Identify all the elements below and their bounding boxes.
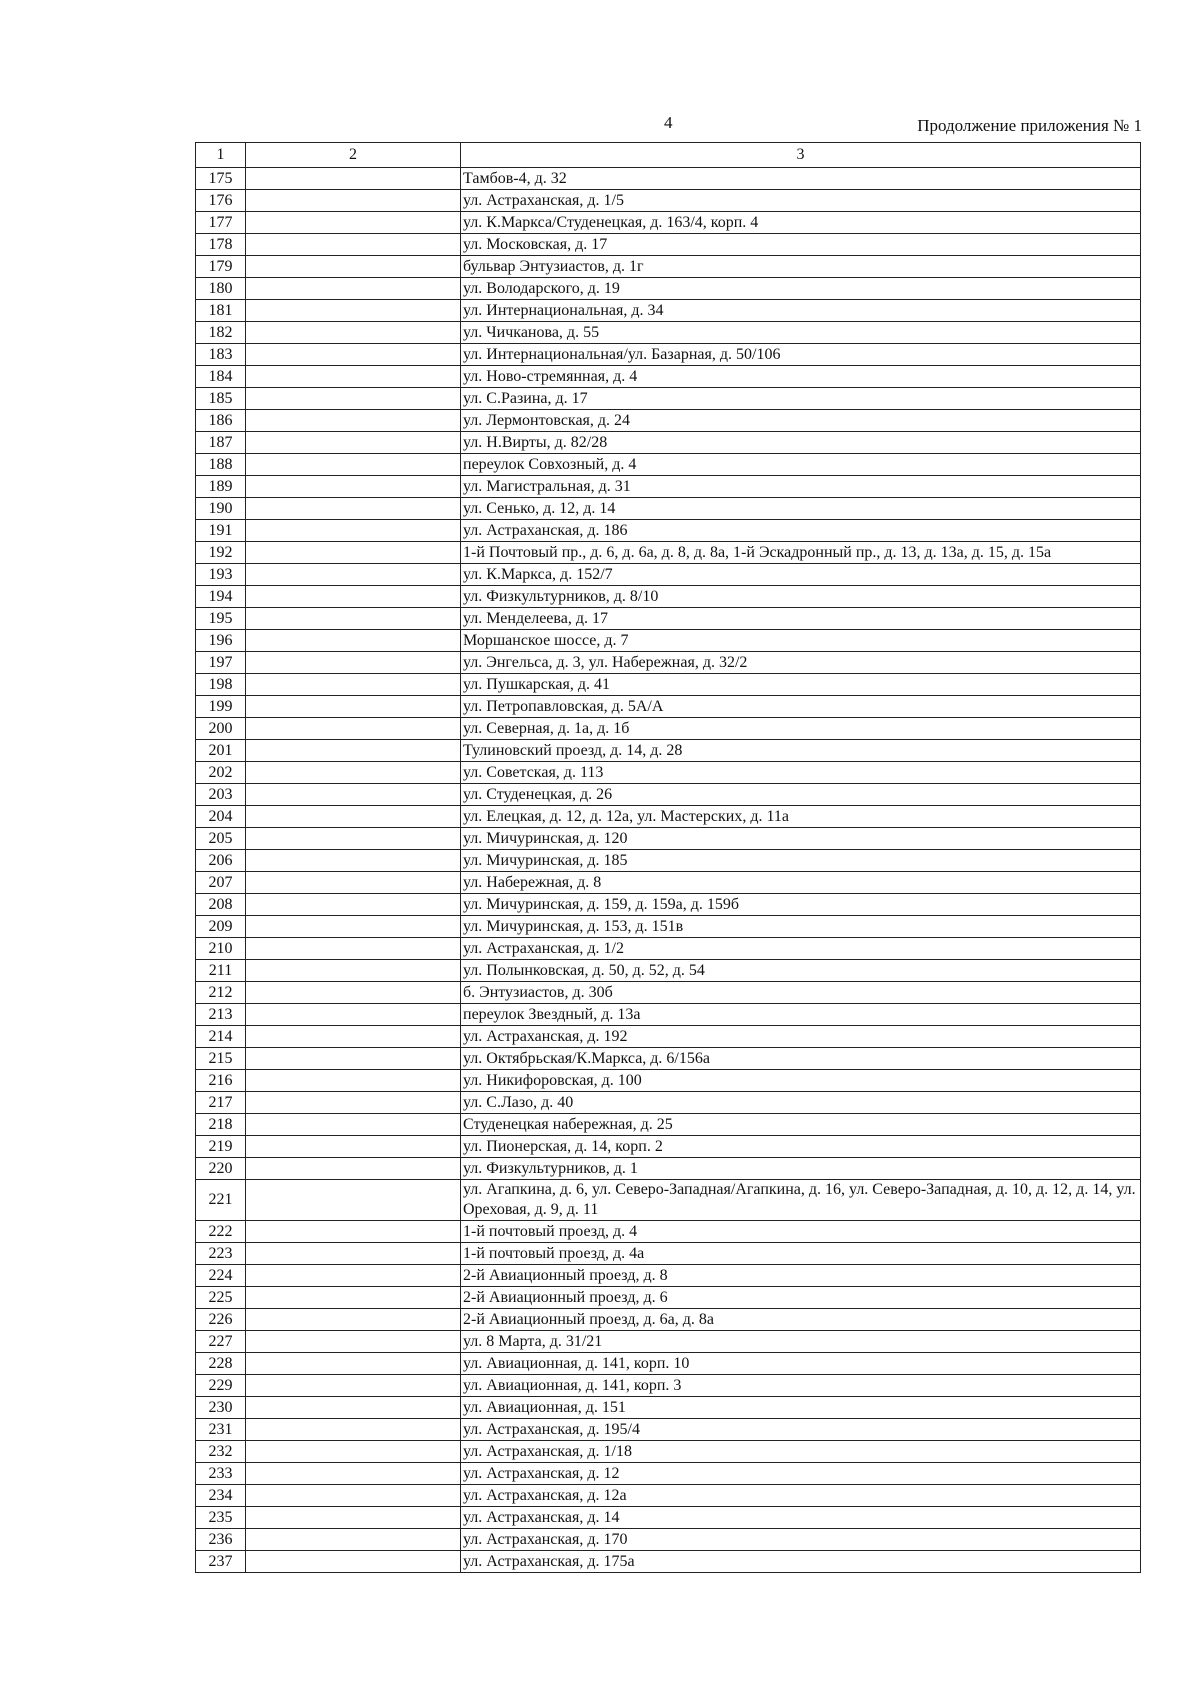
row-address: ул. Астраханская, д. 14 bbox=[461, 1507, 1141, 1529]
table-row bbox=[196, 498, 1141, 520]
table-row bbox=[196, 1221, 1141, 1243]
row-number: 192 bbox=[196, 542, 246, 564]
row-address: ул. Пионерская, д. 14, корп. 2 bbox=[461, 1136, 1141, 1158]
table-row bbox=[196, 872, 1141, 894]
table-row bbox=[196, 344, 1141, 366]
table-row bbox=[196, 190, 1141, 212]
table-row bbox=[196, 696, 1141, 718]
row-address: ул. Набережная, д. 8 bbox=[461, 872, 1141, 894]
row-address: ул. С.Лазо, д. 40 bbox=[461, 1092, 1141, 1114]
row-address: ул. Авиационная, д. 141, корп. 10 bbox=[461, 1353, 1141, 1375]
row-col2 bbox=[246, 322, 461, 344]
row-address: переулок Совхозный, д. 4 bbox=[461, 454, 1141, 476]
row-col2 bbox=[246, 784, 461, 806]
table-row bbox=[196, 1287, 1141, 1309]
row-col2 bbox=[246, 1026, 461, 1048]
table-row bbox=[196, 916, 1141, 938]
row-number: 176 bbox=[196, 190, 246, 212]
row-address: ул. Сенько, д. 12, д. 14 bbox=[461, 498, 1141, 520]
row-address: ул. Петропавловская, д. 5А/А bbox=[461, 696, 1141, 718]
row-col2 bbox=[246, 850, 461, 872]
row-col2 bbox=[246, 982, 461, 1004]
row-address: ул. Магистральная, д. 31 bbox=[461, 476, 1141, 498]
row-number: 233 bbox=[196, 1463, 246, 1485]
row-number: 184 bbox=[196, 366, 246, 388]
row-col2 bbox=[246, 894, 461, 916]
row-address: ул. Ново-стремянная, д. 4 bbox=[461, 366, 1141, 388]
row-col2 bbox=[246, 1485, 461, 1507]
table-row bbox=[196, 608, 1141, 630]
row-address: ул. Мичуринская, д. 120 bbox=[461, 828, 1141, 850]
row-col2 bbox=[246, 190, 461, 212]
row-address: ул. Н.Вирты, д. 82/28 bbox=[461, 432, 1141, 454]
row-address: ул. Интернациональная, д. 34 bbox=[461, 300, 1141, 322]
table-row bbox=[196, 1243, 1141, 1265]
row-address: 1-й почтовый проезд, д. 4 bbox=[461, 1221, 1141, 1243]
table-row bbox=[196, 366, 1141, 388]
row-address: ул. Мичуринская, д. 185 bbox=[461, 850, 1141, 872]
row-col2 bbox=[246, 1353, 461, 1375]
row-number: 177 bbox=[196, 212, 246, 234]
table-row bbox=[196, 1441, 1141, 1463]
table-row bbox=[196, 212, 1141, 234]
table-row bbox=[196, 1180, 1141, 1221]
row-address: 2-й Авиационный проезд, д. 6 bbox=[461, 1287, 1141, 1309]
row-address: ул. Лермонтовская, д. 24 bbox=[461, 410, 1141, 432]
row-number: 212 bbox=[196, 982, 246, 1004]
row-number: 183 bbox=[196, 344, 246, 366]
table-row bbox=[196, 432, 1141, 454]
row-address: ул. Астраханская, д. 192 bbox=[461, 1026, 1141, 1048]
row-col2 bbox=[246, 476, 461, 498]
row-number: 221 bbox=[196, 1180, 246, 1221]
row-number: 188 bbox=[196, 454, 246, 476]
table-row bbox=[196, 454, 1141, 476]
row-address: ул. Астраханская, д. 170 bbox=[461, 1529, 1141, 1551]
row-col2 bbox=[246, 1221, 461, 1243]
row-col2 bbox=[246, 1070, 461, 1092]
row-number: 204 bbox=[196, 806, 246, 828]
row-col2 bbox=[246, 564, 461, 586]
table-row bbox=[196, 586, 1141, 608]
table-row bbox=[196, 1419, 1141, 1441]
table-row bbox=[196, 564, 1141, 586]
row-address: 1-й Почтовый пр., д. 6, д. 6а, д. 8, д. 8а, 1-й Эскадронный пр., д. 13, д. 13а, д. 15, д. 15а bbox=[461, 542, 1141, 564]
row-number: 185 bbox=[196, 388, 246, 410]
table-row bbox=[196, 806, 1141, 828]
page-number: 4 bbox=[664, 113, 673, 132]
table-row bbox=[196, 1026, 1141, 1048]
row-address: ул. Октябрьская/К.Маркса, д. 6/156а bbox=[461, 1048, 1141, 1070]
row-number: 222 bbox=[196, 1221, 246, 1243]
row-number: 227 bbox=[196, 1331, 246, 1353]
row-address: ул. Володарского, д. 19 bbox=[461, 278, 1141, 300]
row-address: ул. Студенецкая, д. 26 bbox=[461, 784, 1141, 806]
row-number: 225 bbox=[196, 1287, 246, 1309]
row-number: 237 bbox=[196, 1551, 246, 1573]
table-row bbox=[196, 1331, 1141, 1353]
row-number: 220 bbox=[196, 1158, 246, 1180]
row-col2 bbox=[246, 300, 461, 322]
row-address: ул. Астраханская, д. 175а bbox=[461, 1551, 1141, 1573]
table-row bbox=[196, 520, 1141, 542]
row-col2 bbox=[246, 1092, 461, 1114]
row-col2 bbox=[246, 256, 461, 278]
row-address: ул. Астраханская, д. 1/5 bbox=[461, 190, 1141, 212]
table-row bbox=[196, 1070, 1141, 1092]
row-col2 bbox=[246, 1265, 461, 1287]
row-number: 235 bbox=[196, 1507, 246, 1529]
row-col2 bbox=[246, 828, 461, 850]
row-address: ул. Астраханская, д. 195/4 bbox=[461, 1419, 1141, 1441]
row-col2 bbox=[246, 1114, 461, 1136]
table-row bbox=[196, 1463, 1141, 1485]
row-col2 bbox=[246, 520, 461, 542]
row-address: ул. Чичканова, д. 55 bbox=[461, 322, 1141, 344]
row-col2 bbox=[246, 498, 461, 520]
row-col2 bbox=[246, 960, 461, 982]
table-row bbox=[196, 894, 1141, 916]
table-row bbox=[196, 1353, 1141, 1375]
row-number: 207 bbox=[196, 872, 246, 894]
row-number: 205 bbox=[196, 828, 246, 850]
table-row bbox=[196, 1265, 1141, 1287]
row-number: 215 bbox=[196, 1048, 246, 1070]
table-row bbox=[196, 1158, 1141, 1180]
table-row bbox=[196, 718, 1141, 740]
table-row bbox=[196, 652, 1141, 674]
row-address: ул. С.Разина, д. 17 bbox=[461, 388, 1141, 410]
row-col2 bbox=[246, 762, 461, 784]
table-row bbox=[196, 938, 1141, 960]
row-address: ул. Астраханская, д. 12 bbox=[461, 1463, 1141, 1485]
table-row bbox=[196, 1551, 1141, 1573]
row-col2 bbox=[246, 1529, 461, 1551]
row-address: бульвар Энтузиастов, д. 1г bbox=[461, 256, 1141, 278]
table-row bbox=[196, 168, 1141, 190]
table-row bbox=[196, 322, 1141, 344]
table-row bbox=[196, 1507, 1141, 1529]
table-row bbox=[196, 784, 1141, 806]
table-row bbox=[196, 1004, 1141, 1026]
row-address: ул. Елецкая, д. 12, д. 12а, ул. Мастерских, д. 11а bbox=[461, 806, 1141, 828]
row-col2 bbox=[246, 542, 461, 564]
row-col2 bbox=[246, 718, 461, 740]
table-row bbox=[196, 960, 1141, 982]
table-row bbox=[196, 410, 1141, 432]
row-address: б. Энтузиастов, д. 30б bbox=[461, 982, 1141, 1004]
table-row bbox=[196, 1136, 1141, 1158]
table-row bbox=[196, 1485, 1141, 1507]
table-row bbox=[196, 300, 1141, 322]
row-number: 201 bbox=[196, 740, 246, 762]
table-row bbox=[196, 476, 1141, 498]
row-address: переулок Звездный, д. 13а bbox=[461, 1004, 1141, 1026]
row-number: 181 bbox=[196, 300, 246, 322]
row-number: 231 bbox=[196, 1419, 246, 1441]
row-col2 bbox=[246, 674, 461, 696]
row-col2 bbox=[246, 1136, 461, 1158]
row-number: 182 bbox=[196, 322, 246, 344]
row-number: 234 bbox=[196, 1485, 246, 1507]
row-number: 229 bbox=[196, 1375, 246, 1397]
table-body bbox=[196, 168, 1141, 1573]
table-row bbox=[196, 234, 1141, 256]
row-address: ул. Энгельса, д. 3, ул. Набережная, д. 32/2 bbox=[461, 652, 1141, 674]
row-address: ул. Астраханская, д. 1/2 bbox=[461, 938, 1141, 960]
row-number: 197 bbox=[196, 652, 246, 674]
row-number: 200 bbox=[196, 718, 246, 740]
table-row bbox=[196, 388, 1141, 410]
row-number: 206 bbox=[196, 850, 246, 872]
row-address: ул. Мичуринская, д. 153, д. 151в bbox=[461, 916, 1141, 938]
row-number: 214 bbox=[196, 1026, 246, 1048]
row-col2 bbox=[246, 1287, 461, 1309]
row-col2 bbox=[246, 1048, 461, 1070]
row-col2 bbox=[246, 916, 461, 938]
row-number: 194 bbox=[196, 586, 246, 608]
table-row bbox=[196, 1375, 1141, 1397]
row-number: 211 bbox=[196, 960, 246, 982]
row-number: 232 bbox=[196, 1441, 246, 1463]
row-address: ул. Мичуринская, д. 159, д. 159а, д. 159б bbox=[461, 894, 1141, 916]
row-number: 191 bbox=[196, 520, 246, 542]
row-address: Моршанское шоссе, д. 7 bbox=[461, 630, 1141, 652]
row-col2 bbox=[246, 1397, 461, 1419]
row-address: ул. Физкультурников, д. 8/10 bbox=[461, 586, 1141, 608]
row-address: ул. Пушкарская, д. 41 bbox=[461, 674, 1141, 696]
row-number: 175 bbox=[196, 168, 246, 190]
row-col2 bbox=[246, 278, 461, 300]
table-row bbox=[196, 1529, 1141, 1551]
appendix-label: Продолжение приложения № 1 bbox=[917, 116, 1142, 135]
row-col2 bbox=[246, 432, 461, 454]
table-row bbox=[196, 1092, 1141, 1114]
table-row bbox=[196, 278, 1141, 300]
row-address: ул. Северная, д. 1а, д. 1б bbox=[461, 718, 1141, 740]
row-address: ул. Менделеева, д. 17 bbox=[461, 608, 1141, 630]
row-address: Студенецкая набережная, д. 25 bbox=[461, 1114, 1141, 1136]
row-address: ул. Физкультурников, д. 1 bbox=[461, 1158, 1141, 1180]
row-address: ул. Агапкина, д. 6, ул. Северо-Западная/Агапкина, д. 16, ул. Северо-Западная, д. 10, д. 12, д. 14, ул. Ореховая, д. 9, д. 11 bbox=[461, 1180, 1141, 1221]
row-col2 bbox=[246, 212, 461, 234]
row-number: 224 bbox=[196, 1265, 246, 1287]
row-number: 178 bbox=[196, 234, 246, 256]
row-number: 218 bbox=[196, 1114, 246, 1136]
row-col2 bbox=[246, 586, 461, 608]
row-address: ул. 8 Марта, д. 31/21 bbox=[461, 1331, 1141, 1353]
row-number: 187 bbox=[196, 432, 246, 454]
table-row bbox=[196, 1114, 1141, 1136]
table-row bbox=[196, 256, 1141, 278]
row-col2 bbox=[246, 1441, 461, 1463]
row-number: 228 bbox=[196, 1353, 246, 1375]
table-row bbox=[196, 674, 1141, 696]
row-col2 bbox=[246, 366, 461, 388]
row-col2 bbox=[246, 1551, 461, 1573]
table-row bbox=[196, 850, 1141, 872]
row-col2 bbox=[246, 1375, 461, 1397]
table-row bbox=[196, 1397, 1141, 1419]
row-number: 210 bbox=[196, 938, 246, 960]
column-header-3: 3 bbox=[461, 143, 1141, 168]
row-col2 bbox=[246, 1331, 461, 1353]
row-address: ул. Астраханская, д. 1/18 bbox=[461, 1441, 1141, 1463]
row-number: 203 bbox=[196, 784, 246, 806]
row-address: Тулиновский проезд, д. 14, д. 28 bbox=[461, 740, 1141, 762]
row-number: 189 bbox=[196, 476, 246, 498]
column-header-2: 2 bbox=[246, 143, 461, 168]
row-col2 bbox=[246, 630, 461, 652]
table-row bbox=[196, 1048, 1141, 1070]
row-number: 196 bbox=[196, 630, 246, 652]
row-number: 217 bbox=[196, 1092, 246, 1114]
row-col2 bbox=[246, 938, 461, 960]
row-col2 bbox=[246, 344, 461, 366]
row-address: ул. К.Маркса/Студенецкая, д. 163/4, корп. 4 bbox=[461, 212, 1141, 234]
row-col2 bbox=[246, 168, 461, 190]
row-number: 195 bbox=[196, 608, 246, 630]
row-address: ул. Авиационная, д. 141, корп. 3 bbox=[461, 1375, 1141, 1397]
table-row bbox=[196, 630, 1141, 652]
row-number: 223 bbox=[196, 1243, 246, 1265]
row-address: ул. Авиационная, д. 151 bbox=[461, 1397, 1141, 1419]
row-col2 bbox=[246, 1180, 461, 1221]
table-row bbox=[196, 828, 1141, 850]
row-col2 bbox=[246, 1309, 461, 1331]
row-number: 186 bbox=[196, 410, 246, 432]
row-col2 bbox=[246, 740, 461, 762]
row-number: 230 bbox=[196, 1397, 246, 1419]
row-address: ул. Интернациональная/ул. Базарная, д. 50/106 bbox=[461, 344, 1141, 366]
row-col2 bbox=[246, 652, 461, 674]
row-col2 bbox=[246, 234, 461, 256]
table-row bbox=[196, 740, 1141, 762]
row-number: 193 bbox=[196, 564, 246, 586]
table-row bbox=[196, 542, 1141, 564]
row-address: ул. Московская, д. 17 bbox=[461, 234, 1141, 256]
row-address: ул. Астраханская, д. 12а bbox=[461, 1485, 1141, 1507]
row-number: 213 bbox=[196, 1004, 246, 1026]
row-col2 bbox=[246, 1463, 461, 1485]
row-number: 226 bbox=[196, 1309, 246, 1331]
row-col2 bbox=[246, 1243, 461, 1265]
row-col2 bbox=[246, 454, 461, 476]
row-col2 bbox=[246, 872, 461, 894]
row-col2 bbox=[246, 388, 461, 410]
row-address: ул. К.Маркса, д. 152/7 bbox=[461, 564, 1141, 586]
row-col2 bbox=[246, 1419, 461, 1441]
address-table bbox=[195, 142, 1141, 1573]
row-address: ул. Астраханская, д. 186 bbox=[461, 520, 1141, 542]
row-address: Тамбов-4, д. 32 bbox=[461, 168, 1141, 190]
row-number: 180 bbox=[196, 278, 246, 300]
row-col2 bbox=[246, 1507, 461, 1529]
table-row bbox=[196, 762, 1141, 784]
row-number: 202 bbox=[196, 762, 246, 784]
table-row bbox=[196, 982, 1141, 1004]
row-address: ул. Полынковская, д. 50, д. 52, д. 54 bbox=[461, 960, 1141, 982]
row-number: 216 bbox=[196, 1070, 246, 1092]
row-address: 1-й почтовый проезд, д. 4а bbox=[461, 1243, 1141, 1265]
table-header-row bbox=[196, 143, 1141, 168]
row-number: 179 bbox=[196, 256, 246, 278]
row-col2 bbox=[246, 1004, 461, 1026]
row-address: 2-й Авиационный проезд, д. 6а, д. 8а bbox=[461, 1309, 1141, 1331]
row-address: ул. Никифоровская, д. 100 bbox=[461, 1070, 1141, 1092]
row-number: 219 bbox=[196, 1136, 246, 1158]
row-number: 198 bbox=[196, 674, 246, 696]
row-number: 208 bbox=[196, 894, 246, 916]
row-col2 bbox=[246, 1158, 461, 1180]
row-col2 bbox=[246, 696, 461, 718]
row-number: 209 bbox=[196, 916, 246, 938]
row-number: 190 bbox=[196, 498, 246, 520]
row-col2 bbox=[246, 410, 461, 432]
column-header-1: 1 bbox=[196, 143, 246, 168]
row-number: 236 bbox=[196, 1529, 246, 1551]
table-row bbox=[196, 1309, 1141, 1331]
row-col2 bbox=[246, 806, 461, 828]
row-address: 2-й Авиационный проезд, д. 8 bbox=[461, 1265, 1141, 1287]
row-address: ул. Советская, д. 113 bbox=[461, 762, 1141, 784]
row-col2 bbox=[246, 608, 461, 630]
row-number: 199 bbox=[196, 696, 246, 718]
